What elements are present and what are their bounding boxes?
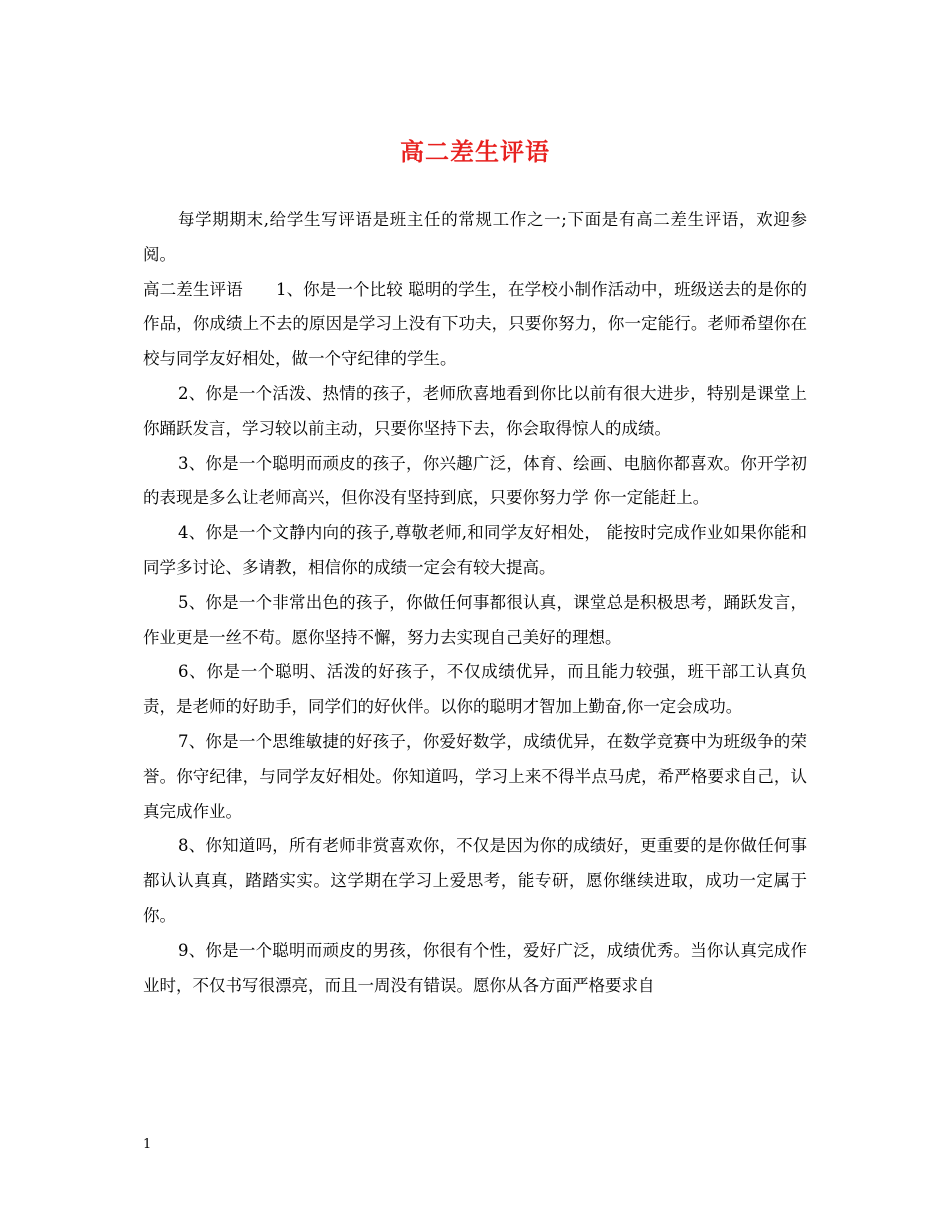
paragraph-9: 9、你是一个聪明而顽皮的男孩，你很有个性，爱好广泛，成绩优秀。当你认真完成作业时，不仅书写很漂亮，而且一周没有错误。愿你从各方面严格要求自 (143, 940, 807, 995)
paragraph-3: 3、你是一个聪明而顽皮的孩子，你兴趣广泛，体育、绘画、电脑你都喜欢。你开学初的表现是多么让老师高兴，但你没有坚持到底，只要你努力学 你一定能赶上。 (143, 453, 807, 508)
page-number: 1 (143, 1137, 152, 1152)
paragraph-5: 5、你是一个非常出色的孩子，你做任何事都很认真，课堂总是积极思考，踊跃发言，作业更是一丝不苟。愿你坚持不懈，努力去实现自己美好的理想。 (143, 592, 807, 647)
paragraph-6: 6、你是一个聪明、活泼的好孩子，不仅成绩优异，而且能力较强，班干部工认真负责，是老师的好助手，同学们的好伙伴。以你的聪明才智加上勤奋,你一定会成功。 (143, 662, 807, 717)
paragraph-7: 7、你是一个思维敏捷的好孩子，你爱好数学，成绩优异，在数学竞赛中为班级争的荣誉。你守纪律，与同学友好相处。你知道吗，学习上来不得半点马虎，希严格要求自己，认真完成作业。 (143, 731, 807, 821)
paragraph-4: 4、你是一个文静内向的孩子,尊敬老师,和同学友好相处， 能按时完成作业如果你能和同学多讨论、多请教，相信你的成绩一定会有较大提高。 (143, 523, 807, 577)
document-body (143, 203, 807, 1003)
document-title: 高二差生评语 (400, 137, 550, 166)
paragraph-8: 8、你知道吗，所有老师非赏喜欢你，不仅是因为你的成绩好，更重要的是你做任何事都认认真真，踏踏实实。这学期在学习上爱思考，能专研，愿你继续进取，成功一定属于你。 (143, 836, 807, 925)
paragraph-1: 高二差生评语 1、你是一个比较 聪明的学生，在学校小制作活动中，班级送去的是你的作品，你成绩上不去的原因是学习上没有下功夫，只要你努力，你一定能行。老师希望你在校与同学友好相处，做一个守纪律的学生。 (143, 279, 807, 369)
paragraph-2: 2、你是一个活泼、热情的孩子，老师欣喜地看到你比以前有很大进步，特别是课堂上你踊跃发言，学习较以前主动，只要你坚持下去，你会取得惊人的成绩。 (143, 383, 807, 438)
intro-paragraph: 每学期期末,给学生写评语是班主任的常规工作之一;下面是有高二差生评语，欢迎参阅。 (143, 210, 807, 264)
